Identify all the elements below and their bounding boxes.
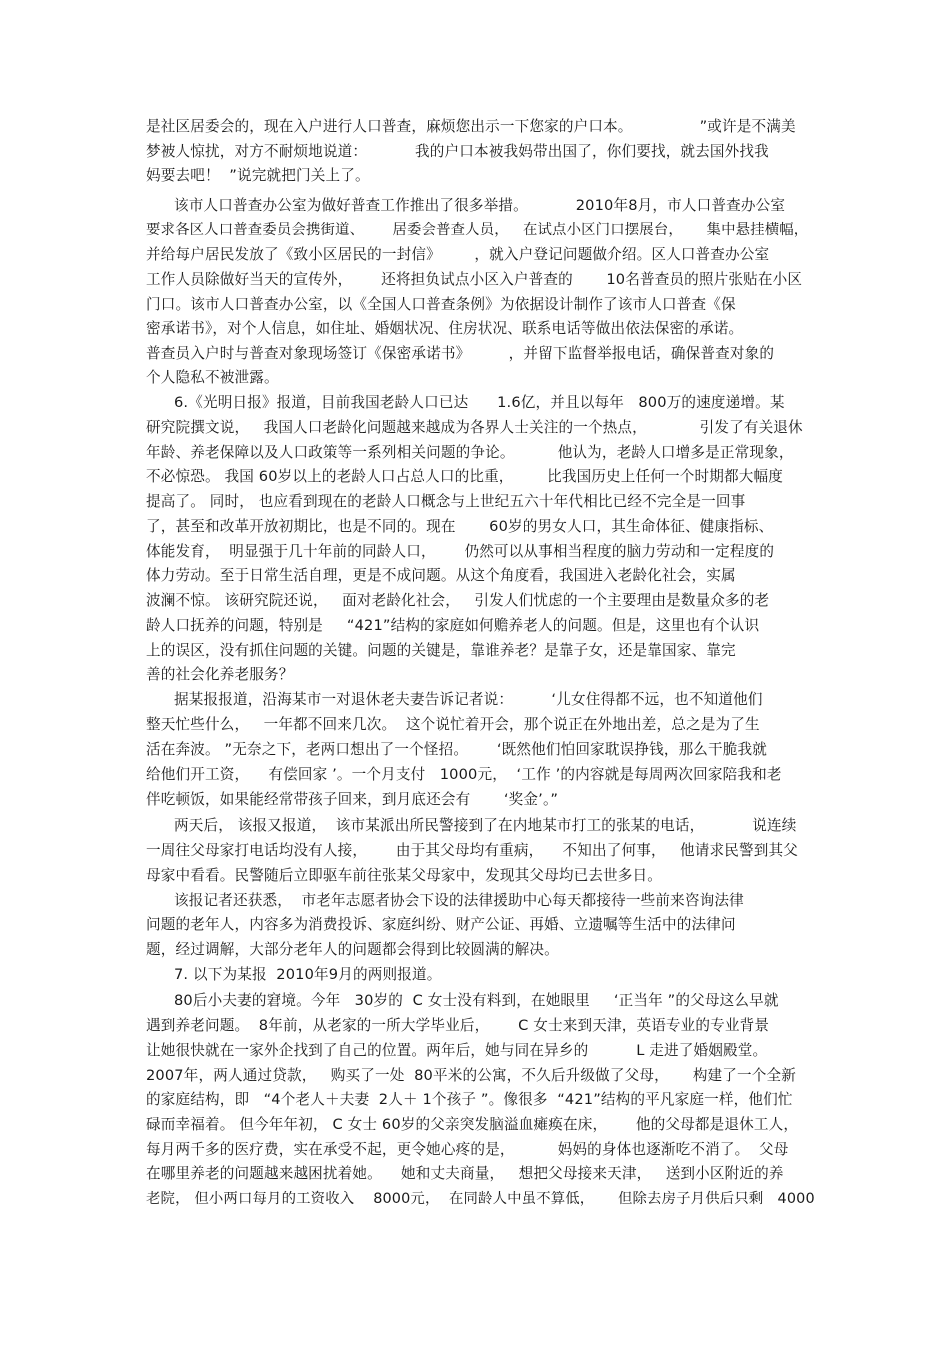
text-line: 妈要去吧！ ”说完就把门关上了。	[146, 167, 370, 184]
text-line: 两天后， 该报又报道， 该市某派出所民警接到了在内地某市打工的张某的电话， 说连续	[174, 817, 797, 834]
text-line: 该市人口普查办公室为做好普查工作推出了很多举措。 2010年8月，市人口普查办公室	[174, 197, 786, 214]
text-line: 年龄、养老保障以及人口政策等一系列相关问题的争论。 他认为，老龄人口增多是正常现象，	[146, 444, 794, 461]
text-line: 门口。该市人口普查办公室，以《全国人口普查条例》为依据设计制作了该市人口普查《保	[146, 296, 736, 313]
text-line: 让她很快就在一家外企找到了自己的位置。两年后，她与同在异乡的 L 走进了婚姻殿堂。	[146, 1042, 768, 1059]
text-line: 梦被人惊扰，对方不耐烦地说道： 我的户口本被我妈带出国了，你们要找，就去国外找我	[146, 143, 769, 160]
text-line: 7. 以下为某报 2010年9月的两则报道。	[174, 966, 442, 983]
text-line: 不必惊恐。 我国 60岁以上的老龄人口占总人口的比重， 比我国历史上任何一个时期都大幅度	[146, 468, 783, 485]
text-line: 波澜不惊。 该研究院还说， 面对老龄化社会， 引发人们忧虑的一个主要理由是数量众多的老	[146, 592, 770, 609]
text-line: 提高了。 同时， 也应看到现在的老龄人口概念与上世纪五六十年代相比已经不完全是一回事	[146, 493, 746, 510]
text-line: 了，甚至和改革开放初期比，也是不同的。现在 60岁的男女人口，其生命体征、健康指标、	[146, 518, 774, 535]
text-line: 给他们开工资， 有偿回家 ’。一个月支付 1000元， ‘工作 ’的内容就是每周两次回家陪我和老	[146, 766, 782, 783]
text-line: 6.《光明日报》报道，目前我国老龄人口已达 1.6亿，并且以每年 800万的速度递增。某	[174, 394, 785, 411]
text-line: 一周往父母家打电话均没有人接， 由于其父母均有重病， 不知出了何事， 他请求民警到其父	[146, 842, 799, 859]
text-line: 问题的老年人，内容多为消费投诉、家庭纠纷、财产公证、再婚、立遗嘱等生活中的法律问	[146, 916, 736, 933]
text-line: 活在奔波。 ”无奈之下，老两口想出了一个怪招。 ‘既然他们怕回家耽误挣钱，那么干脆我就	[146, 741, 768, 758]
text-line: 普查员入户时与普查对象现场签订《保密承诺书》 ，并留下监督举报电话，确保普查对象的	[146, 345, 775, 362]
text-line: 密承诺书》，对个人信息，如住址、婚姻状况、住房状况、联系电话等做出依法保密的承诺。	[146, 320, 744, 337]
text-line: 是社区居委会的，现在入户进行人口普查，麻烦您出示一下您家的户口本。 ”或许是不满美	[146, 118, 796, 135]
text-line: 每月两千多的医疗费，实在承受不起，更令她心疼的是， 妈妈的身体也逐渐吃不消了。 父母	[146, 1141, 789, 1158]
text-line: 80后小夫妻的窘境。今年 30岁的 C 女士没有料到，在她眼里 ‘正当年 ”的父母这么早就	[174, 992, 779, 1009]
text-line: 要求各区人口普查委员会携街道、 居委会普查人员， 在试点小区门口摆展台， 集中悬挂横幅，	[146, 222, 809, 238]
text-line: 在哪里养老的问题越来越困扰着她。 她和丈夫商量， 想把父母接来天津， 送到小区附近的养	[146, 1165, 784, 1182]
text-line: 体力劳动。至于日常生活自理，更是不成问题。从这个角度看，我国进入老龄化社会，实属	[146, 567, 736, 584]
text-line: 母家中看看。民警随后立即驱车前往张某父母家中，发现其父母均已去世多日。	[146, 867, 663, 884]
text-line: 碌而幸福着。 但今年年初， C 女士 60岁的父亲突发脑溢血瘫痪在床， 他的父母都是退休工人，	[146, 1116, 799, 1133]
text-line: 该报记者还获悉， 市老年志愿者协会下设的法律援助中心每天都接待一些前来咨询法律	[174, 892, 744, 909]
text-line: 工作人员除做好当天的宣传外， 还将担负试点小区入户普查的 10名普查员的照片张贴在小区	[146, 271, 803, 288]
text-line: 老院， 但小两口每月的工资收入 8000元， 在同龄人中虽不算低， 但除去房子月供后只剩 4000	[146, 1191, 815, 1207]
text-line: 的家庭结构，即 “4个老人＋夫妻 2人＋ 1个孩子 ”。像很多 “421”结构的平凡家庭一样，他们忙	[146, 1091, 793, 1108]
text-line: 龄人口抚养的问题，特别是 “421”结构的家庭如何赡养老人的问题。但是，这里也有个认识	[146, 617, 760, 634]
text-line: 善的社会化养老服务？	[146, 666, 294, 683]
text-line: 遇到养老问题。 8年前，从老家的一所大学毕业后， C 女士来到天津，英语专业的专业背景	[146, 1017, 770, 1034]
text-line: 据某报报道，沿海某市一对退休老夫妻告诉记者说： ‘儿女住得都不远，也不知道他们	[174, 691, 763, 708]
text-line: 伴吃顿饭，如果能经常带孩子回来，到月底还会有 ‘奖金’。”	[146, 791, 559, 808]
text-line: 个人隐私不被泄露。	[146, 369, 279, 386]
text-line: 体能发育， 明显强于几十年前的同龄人口， 仍然可以从事相当程度的脑力劳动和一定程度的	[146, 543, 775, 560]
text-line: 并给每户居民发放了《致小区居民的一封信》 ，就入户登记问题做介绍。区人口普查办公室	[146, 246, 770, 263]
text-line: 研究院撰文说， 我国人口老龄化问题越来越成为各界人士关注的一个热点， 引发了有关退休	[146, 419, 803, 436]
text-line: 上的误区，没有抓住问题的关键。问题的关键是，靠谁养老？是靠子女，还是靠国家、靠完	[146, 642, 736, 659]
text-line: 2007年，两人通过贷款， 购买了一处 80平米的公寓，不久后升级做了父母， 构建了一个全新	[146, 1067, 797, 1084]
text-line: 题，经过调解，大部分老年人的问题都会得到比较圆满的解决。	[146, 941, 559, 958]
text-line: 整天忙些什么， 一年都不回来几次。 这个说忙着开会，那个说正在外地出差，总之是为了生	[146, 716, 760, 733]
